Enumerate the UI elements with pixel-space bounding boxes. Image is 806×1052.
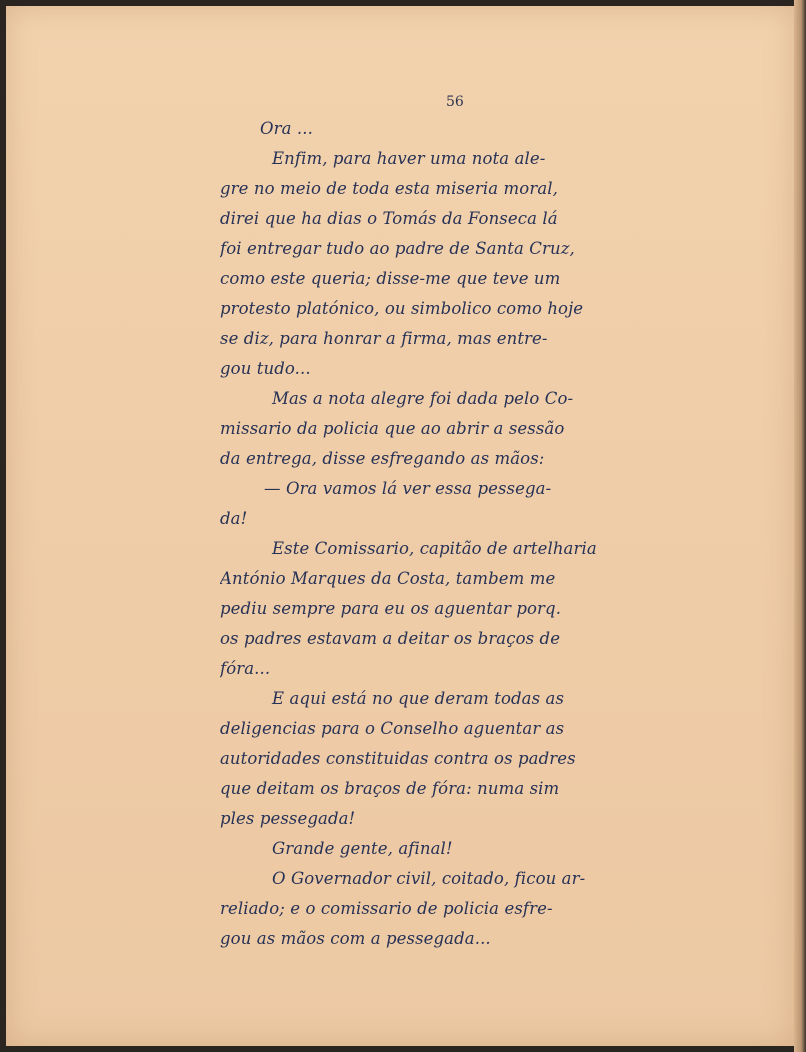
text-line: direi que ha dias o Tomás da Fonseca lá — [220, 209, 558, 228]
text-line: como este queria; disse-me que teve um — [220, 269, 561, 288]
page-number: 56 — [446, 94, 464, 110]
text-line: E aqui está no que deram todas as — [272, 689, 565, 708]
text-line: se diz, para honrar a firma, mas entre- — [220, 329, 548, 348]
text-line: Ora ... — [260, 119, 313, 138]
text-line: gou tudo... — [220, 359, 311, 378]
text-line: foi entregar tudo ao padre de Santa Cruz, — [220, 239, 575, 258]
text-line: António Marques da Costa, tambem me — [220, 569, 556, 588]
text-line: ples pessegada! — [220, 809, 356, 828]
text-line: Mas a nota alegre foi dada pelo Co- — [272, 389, 574, 408]
text-line: — Ora vamos lá ver essa pessega- — [264, 479, 552, 498]
text-line: autoridades constituidas contra os padres — [220, 749, 576, 768]
text-line: os padres estavam a deitar os braços de — [220, 629, 561, 648]
text-line: gou as mãos com a pessegada... — [220, 929, 491, 948]
handwritten-text-block — [220, 114, 700, 954]
text-line: Este Comissario, capitão de artelharia — [272, 539, 597, 558]
text-line: Grande gente, afinal! — [272, 839, 453, 858]
manuscript-page — [6, 6, 794, 1046]
text-line: que deitam os braços de fóra: numa sim — [220, 779, 560, 798]
text-line: Enfim, para haver uma nota ale- — [272, 149, 546, 168]
text-line: pediu sempre para eu os aguentar porq. — [220, 599, 562, 618]
page-edge — [794, 0, 806, 1052]
text-line: fóra... — [220, 659, 271, 678]
text-line: gre no meio de toda esta miseria moral, — [220, 179, 558, 198]
text-line: reliado; e o comissario de policia esfre- — [220, 899, 553, 918]
text-line: protesto platónico, ou simbolico como hoje — [220, 299, 584, 318]
text-line: O Governador civil, coitado, ficou ar- — [272, 869, 586, 888]
text-line: missario da policia que ao abrir a sessão — [220, 419, 565, 438]
text-line: da entrega, disse esfregando as mãos: — [220, 449, 545, 468]
text-line: da! — [220, 509, 248, 528]
text-line: deligencias para o Conselho aguentar as — [220, 719, 565, 738]
